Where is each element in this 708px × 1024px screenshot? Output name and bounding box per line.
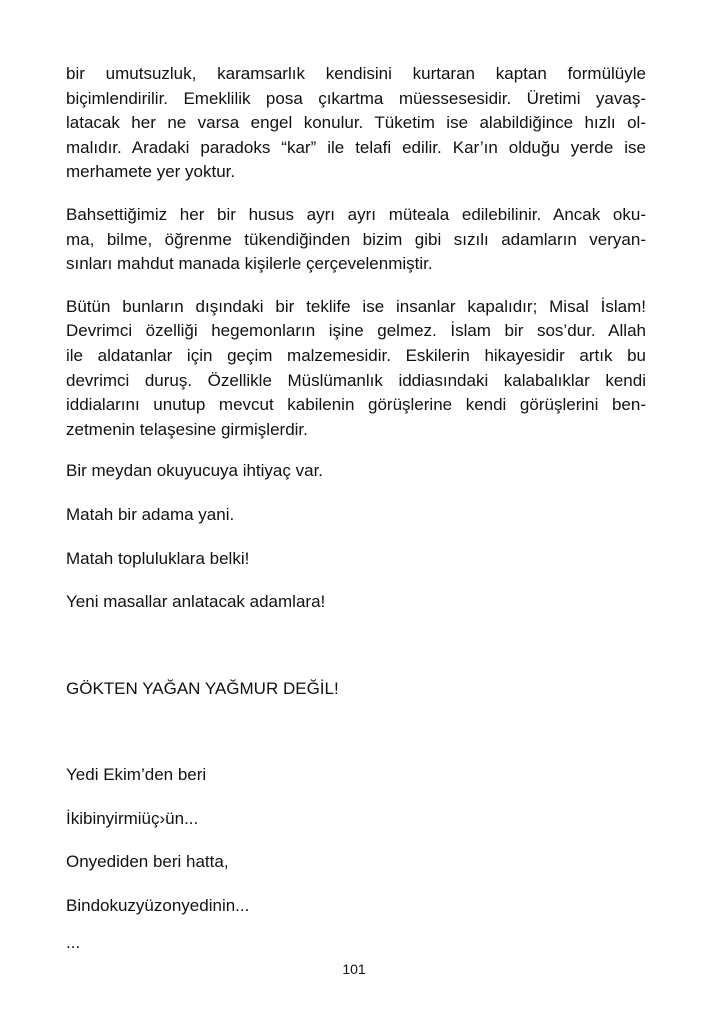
page-number: 101: [342, 961, 366, 977]
paragraph-line: iddialarını unutup mevcut kabilenin görüşlerine kendi görüşlerini ben-: [66, 395, 646, 415]
paragraph-line: zetmenin telaşesine girmişlerdir.: [66, 419, 308, 439]
paragraph-line: latacak her ne varsa engel konulur. Tüketim ise alabildiğince hızlı ol-: [66, 113, 646, 133]
paragraph-line: Bütün bunların dışındaki bir teklife ise insanlar kapalıdır; Misal İslam!: [66, 296, 646, 316]
poem-line-4: Bindokuzyüzonyedinin...: [66, 896, 250, 916]
paragraph-1: [66, 62, 646, 185]
short-line-1: Bir meydan okuyucuya ihtiyaç var.: [66, 461, 324, 481]
poem-line-2: İkibinyirmiüç›ün...: [66, 808, 199, 828]
paragraph-line: malıdır. Aradaki paradoks “kar” ile telafi edilir. Kar’ın olduğu yerde ise: [66, 137, 646, 157]
paragraph-2: [66, 203, 646, 277]
paragraph-line: sınları mahdut manada kişilerle çerçevelenmiştir.: [66, 254, 433, 274]
paragraph-3: [66, 295, 646, 443]
poem-line-1: Yedi Ekim’den beri: [66, 765, 207, 785]
paragraph-line: devrimci duruş. Özellikle Müslümanlık iddiasındaki kalabalıklar kendi: [66, 370, 646, 390]
paragraph-line: biçimlendirilir. Emeklilik posa çıkartma müessesesidir. Üretimi yavaş-: [66, 88, 646, 108]
paragraph-line: Devrimci özelliği hegemonların işine gelmez. İslam bir sos’dur. Allah: [66, 321, 646, 341]
short-line-4: Yeni masallar anlatacak adamlara!: [66, 592, 326, 612]
short-line-3: Matah topluluklara belki!: [66, 548, 250, 568]
poem-line-3: Onyediden beri hatta,: [66, 852, 229, 872]
poem-line-5: ...: [66, 932, 81, 952]
paragraph-line: ma, bilme, öğrenme tükendiğinden bizim gibi sızılı adamların veryan-: [66, 229, 646, 249]
text-column: [66, 62, 646, 955]
short-line-2: Matah bir adama yani.: [66, 504, 235, 524]
paragraph-line: bir umutsuzluk, karamsarlık kendisini kurtaran kaptan formülüyle: [66, 64, 646, 83]
paragraph-line: merhamete yer yoktur.: [66, 162, 236, 182]
paragraph-line: Bahsettiğimiz her bir husus ayrı ayrı müteala edilebilinir. Ancak oku-: [66, 204, 646, 224]
section-heading: GÖKTEN YAĞAN YAĞMUR DEĞİL!: [66, 678, 339, 698]
paragraph-line: ile aldatanlar için geçim malzemesidir. Eskilerin hikayesidir artık bu: [66, 345, 646, 365]
